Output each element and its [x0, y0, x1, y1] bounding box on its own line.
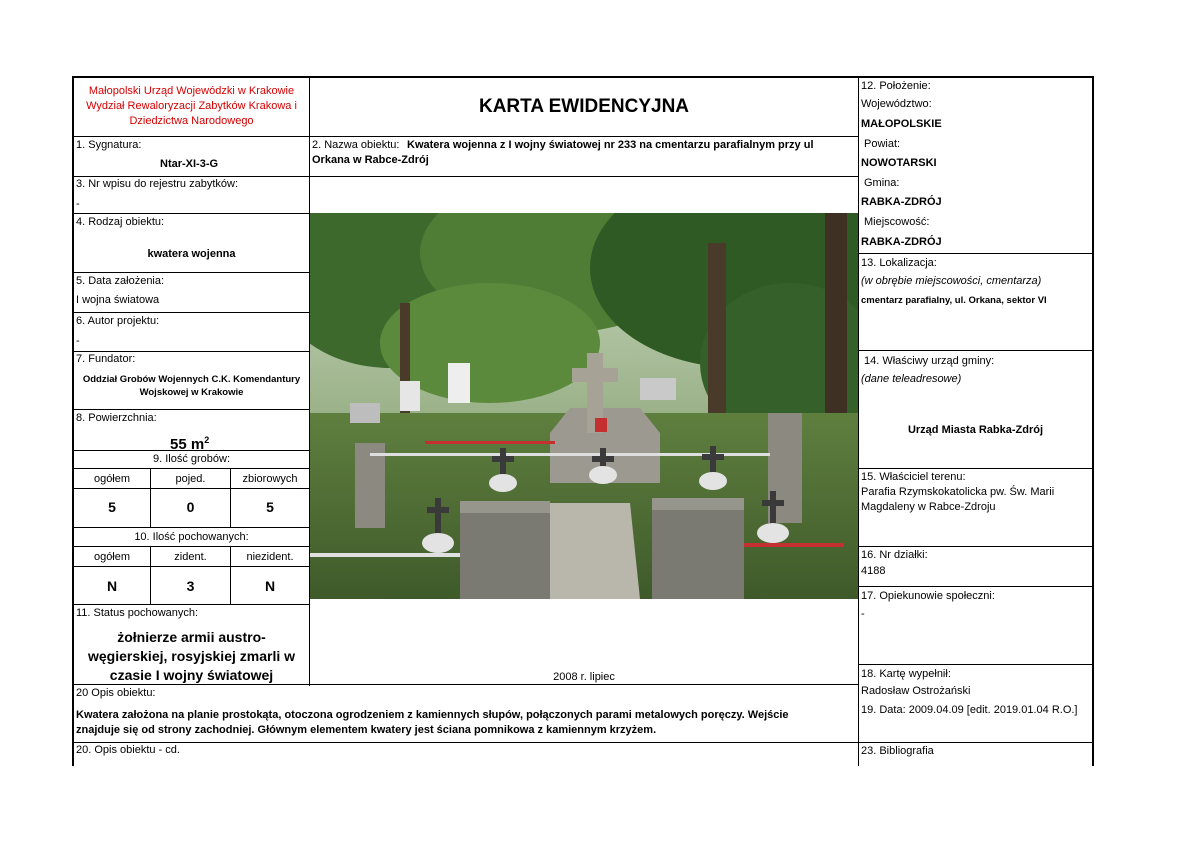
top-border — [72, 76, 1094, 78]
groby-label: 9. Ilość grobów: — [152, 453, 231, 465]
rule — [858, 468, 1094, 469]
opiekunowie-value: - — [861, 608, 865, 620]
rejestr-value: - — [76, 198, 80, 210]
rule — [858, 586, 1094, 587]
cemetery-photo — [310, 213, 858, 599]
fundator-value-2: Wojskowej w Krakowie — [139, 387, 244, 398]
rule — [858, 664, 1094, 665]
area-unit-sup: 2 — [204, 435, 210, 445]
wlasciciel-label: 15. Właściciel terenu: — [861, 471, 966, 483]
sygnatura-label: 1. Sygnatura: — [76, 139, 142, 151]
opiekunowie-label: 17. Opiekunowie społeczni: — [861, 590, 995, 602]
wlasciciel-value-1: Parafia Rzymskokatolicka pw. Św. Marii — [861, 486, 1055, 498]
opis-value-2: znajduje się od strony zachodniej. Głównym elementem kwatery jest ściana pomnikowa z kamiennym krzyżem. — [76, 724, 657, 736]
groby-value-ogolem: 5 — [108, 499, 116, 515]
rule — [72, 272, 310, 273]
wlasciciel-value-2: Magdaleny w Rabce-Zdroju — [861, 501, 996, 513]
autor-value: - — [76, 335, 80, 347]
pochowani-value-niezident: N — [264, 578, 276, 594]
area-number: 55 m — [170, 436, 205, 453]
miejscowosc-value: RABKA-ZDRÓJ — [861, 236, 942, 248]
groby-value-zbiorowych: 5 — [266, 499, 274, 515]
col-divider-2 — [858, 76, 859, 766]
dzialka-label: 16. Nr działki: — [861, 549, 928, 561]
rodzaj-value: kwatera wojenna — [147, 248, 236, 260]
rule — [72, 136, 859, 137]
rule — [858, 350, 1094, 351]
rodzaj-label: 4. Rodzaj obiektu: — [76, 216, 165, 228]
rule — [72, 351, 310, 352]
gmina-value: RABKA-ZDRÓJ — [861, 196, 942, 208]
fundator-value-1: Oddział Grobów Wojennych C.K. Komendantury — [82, 374, 301, 385]
bibliografia-label: 23. Bibliografia — [861, 745, 934, 757]
lokalizacja-hint: (w obrębie miejscowości, cmentarza) — [861, 275, 1042, 287]
groby-header-ogolem: ogółem — [93, 473, 131, 485]
status-label: 11. Status pochowanych: — [76, 607, 199, 619]
status-value-1: żołnierze armii austro- — [117, 629, 266, 645]
urzad-value: Urząd Miasta Rabka-Zdrój — [907, 424, 1044, 436]
wypelnil-label: 18. Kartę wypełnił: — [861, 668, 951, 680]
sygnatura-value: Ntar-XI-3-G — [160, 158, 219, 170]
dzialka-value: 4188 — [861, 565, 886, 577]
powierzchnia-label: 8. Powierzchnia: — [76, 412, 157, 424]
institution-line-2: Wydział Rewaloryzacji Zabytków Krakowa i — [86, 100, 297, 112]
pochowani-header-ogolem: ogółem — [93, 551, 131, 563]
rule — [72, 176, 859, 177]
rule — [72, 312, 310, 313]
miejscowosc-label: Miejscowość: — [864, 216, 930, 228]
wojewodztwo-value: MAŁOPOLSKIE — [861, 118, 942, 130]
rule — [72, 527, 310, 528]
wojewodztwo-label: Województwo: — [861, 98, 932, 110]
wypelnil-value: Radosław Ostrożański — [861, 685, 971, 697]
urzad-hint: (dane teleadresowe) — [861, 373, 962, 385]
data-label: 5. Data założenia: — [76, 275, 165, 287]
powiat-value: NOWOTARSKI — [861, 157, 937, 169]
status-value-2: węgierskiej, rosyjskiej zmarli w — [88, 648, 295, 664]
photo-caption: 2008 r. lipiec — [553, 671, 615, 683]
urzad-label: 14. Właściwy urząd gminy: — [864, 355, 995, 367]
rule — [858, 253, 1094, 254]
rule — [72, 566, 310, 567]
nazwa-value-2: Orkana w Rabce-Zdrój — [312, 154, 429, 166]
autor-label: 6. Autor projektu: — [76, 315, 160, 327]
powiat-label: Powiat: — [864, 138, 901, 150]
rule — [72, 546, 310, 547]
status-value-3: czasie I wojny światowej — [109, 667, 274, 683]
right-border — [1092, 76, 1094, 766]
powierzchnia-value — [170, 432, 209, 453]
opis-value-1: Kwatera założona na planie prostokąta, otoczona ogrodzeniem z kamiennych słupów, połączonych parami metalowych poręczy. Wejście — [76, 709, 789, 721]
groby-header-pojed: pojed. — [175, 473, 206, 485]
institution-line-3: Dziedzictwa Narodowego — [129, 115, 254, 127]
rule — [72, 684, 859, 685]
cemetery-photo-image — [310, 213, 858, 599]
institution-line-1: Małopolski Urząd Wojewódzki w Krakowie — [88, 85, 295, 97]
rule — [858, 546, 1094, 547]
lokalizacja-label: 13. Lokalizacja: — [861, 257, 937, 269]
opis-label: 20 Opis obiektu: — [76, 687, 156, 699]
record-card — [72, 76, 1094, 766]
rule — [72, 488, 310, 489]
pochowani-label: 10. Ilość pochowanych: — [134, 531, 249, 543]
pochowani-value-zident: 3 — [186, 578, 195, 594]
data-wypelnienia: 19. Data: 2009.04.09 [edit. 2019.01.04 R.O.] — [861, 704, 1078, 716]
polozenie-label: 12. Położenie: — [861, 80, 931, 92]
rule — [72, 409, 310, 410]
lokalizacja-value: cmentarz parafialny, ul. Orkana, sektor VI — [861, 295, 1047, 306]
groby-header-zbiorowych: zbiorowych — [242, 473, 298, 485]
nazwa-value-1: Kwatera wojenna z I wojny światowej nr 233 na cmentarzu parafialnym przy ul — [407, 139, 814, 151]
data-value: I wojna światowa — [76, 294, 160, 306]
rule — [72, 604, 310, 605]
rule — [72, 468, 310, 469]
fundator-label: 7. Fundator: — [76, 353, 136, 365]
rule — [72, 742, 1094, 743]
page-title: KARTA EWIDENCYJNA — [478, 96, 690, 117]
rejestr-label: 3. Nr wpisu do rejestru zabytków: — [76, 178, 239, 190]
groby-value-pojed: 0 — [186, 499, 195, 515]
opis-cd-label: 20. Opis obiektu - cd. — [76, 744, 180, 756]
pochowani-header-niezident: niezident. — [246, 551, 294, 563]
pochowani-value-ogolem: N — [106, 578, 118, 594]
pochowani-header-zident: zident. — [174, 551, 207, 563]
rule — [72, 213, 310, 214]
gmina-label: Gmina: — [864, 177, 900, 189]
nazwa-label: 2. Nazwa obiektu: — [312, 139, 400, 151]
